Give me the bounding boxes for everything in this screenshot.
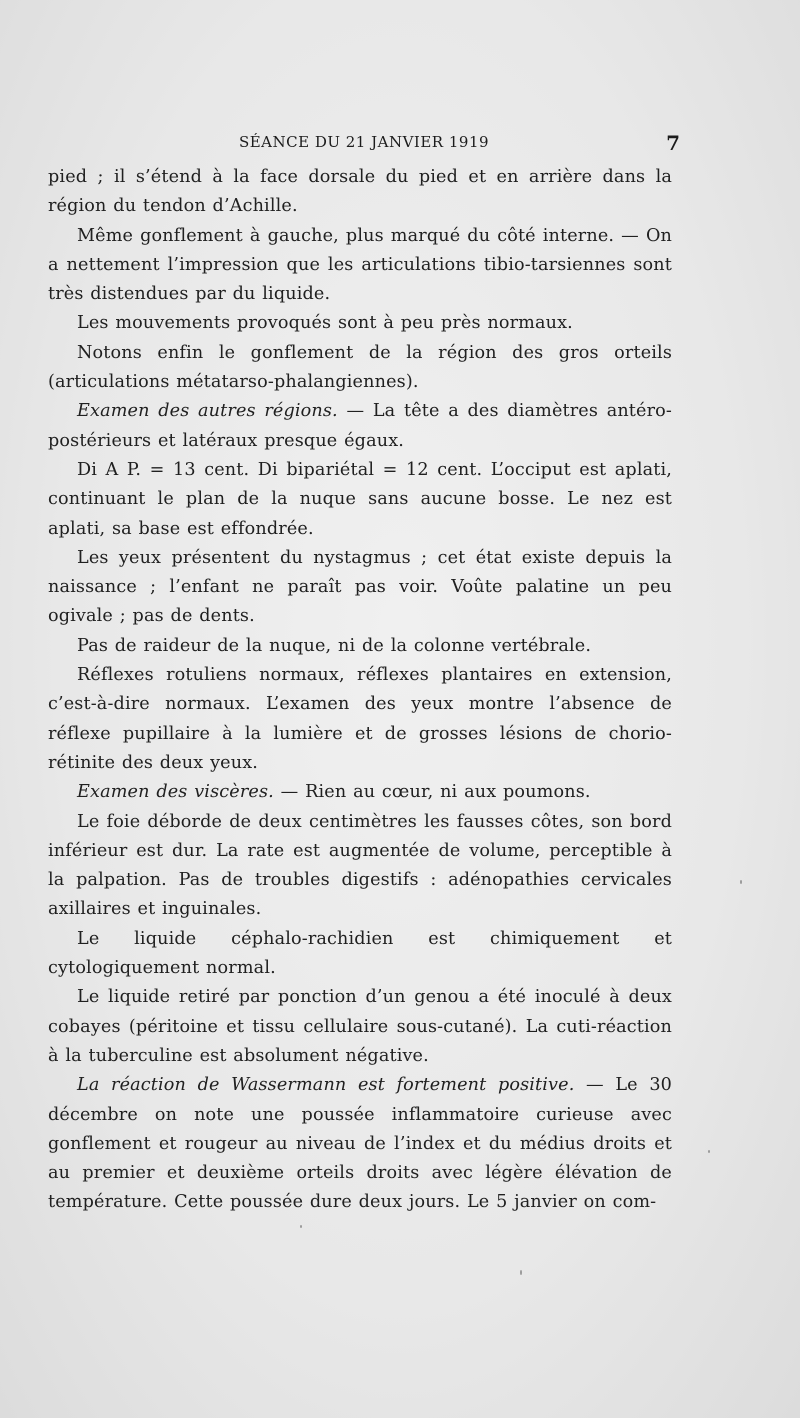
paper-speck xyxy=(300,1225,302,1228)
paragraph-text: Di A P. = 13 cent. Di bipariétal = 12 cent. L’occiput est aplati, continuant le plan de la nuque sans aucune bosse. Le nez est aplati, sa base est effondrée. xyxy=(48,459,672,539)
paragraph-12 xyxy=(48,925,672,984)
running-title: SÉANCE DU 21 JANVIER 1919 xyxy=(238,133,490,151)
paragraph-6 xyxy=(48,456,672,544)
paragraph-text: Réflexes rotuliens normaux, réflexes plantaires en extension, c’est-à-dire normaux. L’examen des yeux montre l’absence de réflexe pupillaire à la lumière et de grosses lésions de chorio-rétinite des deux yeux. xyxy=(48,665,672,773)
paragraph-text: Les mouvements provoqués sont à peu près normaux. xyxy=(77,313,573,334)
paragraph-text: Pas de raideur de la nuque, ni de la colonne vertébrale. xyxy=(77,635,592,656)
paragraph-3 xyxy=(48,309,672,338)
paragraph-text: Le liquide céphalo-rachidien est chimiquement et cytologiquement normal. xyxy=(48,928,672,979)
paragraph-9 xyxy=(48,661,672,778)
section-lead-italic: Examen des viscères. xyxy=(77,782,274,803)
paragraph-5 xyxy=(48,397,672,456)
paragraph-text: Le foie déborde de deux centimètres les fausses côtes, son bord inférieur est dur. La rate est augmentée de volume, perceptible à la palpation. Pas de troubles digestifs : adénopathies cervicales axillaires et inguinales. xyxy=(48,811,672,920)
paragraph-11 xyxy=(48,808,672,925)
paper-speck xyxy=(740,880,742,884)
paragraph-10 xyxy=(48,778,672,807)
paragraph-text: Le liquide retiré par ponction d’un genou a été inoculé à deux cobayes (péritoine et tissu cellulaire sous-cutané). La cuti-réaction à la tuberculine est absolument négative. xyxy=(48,987,672,1066)
paragraph-14 xyxy=(48,1071,672,1217)
paragraph-text: — La tête a des diamètres antéro-postérieurs et latéraux presque égaux. xyxy=(48,401,672,451)
paragraph-text: pied ; il s’étend à la face dorsale du pied et en arrière dans la région du tendon d’Achille. xyxy=(48,167,672,217)
paper-speck xyxy=(520,1270,522,1275)
paragraph-8 xyxy=(48,632,672,661)
paragraph-4 xyxy=(48,339,672,398)
paragraph-text: Même gonflement à gauche, plus marqué du côté interne. — On a nettement l’impression que les articulations tibio-tarsiennes sont très distendues par du liquide. xyxy=(48,225,672,305)
paragraph-13 xyxy=(48,983,672,1071)
page-header xyxy=(48,133,680,157)
paragraph-2 xyxy=(48,222,672,310)
paragraph-text: — Le 30 décembre on note une poussée inflammatoire curieuse avec gonflement et rougeur au niveau de l’index et du médius droits et au premier et deuxième orteils droits avec légère élévation de température. Cette poussée dure deux jours. Le 5 janvier on com- xyxy=(48,1075,673,1213)
paragraph-7 xyxy=(48,544,672,632)
paragraph-text: Les yeux présentent du nystagmus ; cet état existe depuis la naissance ; l’enfant ne paraît pas voir. Voûte palatine un peu ogivale ; pas de dents. xyxy=(48,547,672,627)
section-lead-italic: La réaction de Wassermann est fortement positive. xyxy=(77,1075,575,1096)
page-number: 7 xyxy=(666,131,680,155)
paragraph-text: Notons enfin le gonflement de la région des gros orteils (articulations métatarso-phalangiennes). xyxy=(48,342,672,393)
section-lead-italic: Examen des autres régions. xyxy=(77,401,338,422)
paper-speck xyxy=(708,1150,710,1153)
body-text xyxy=(48,163,672,1218)
paragraph-1 xyxy=(48,163,672,222)
paragraph-text: — Rien au cœur, ni aux poumons. xyxy=(273,782,591,803)
